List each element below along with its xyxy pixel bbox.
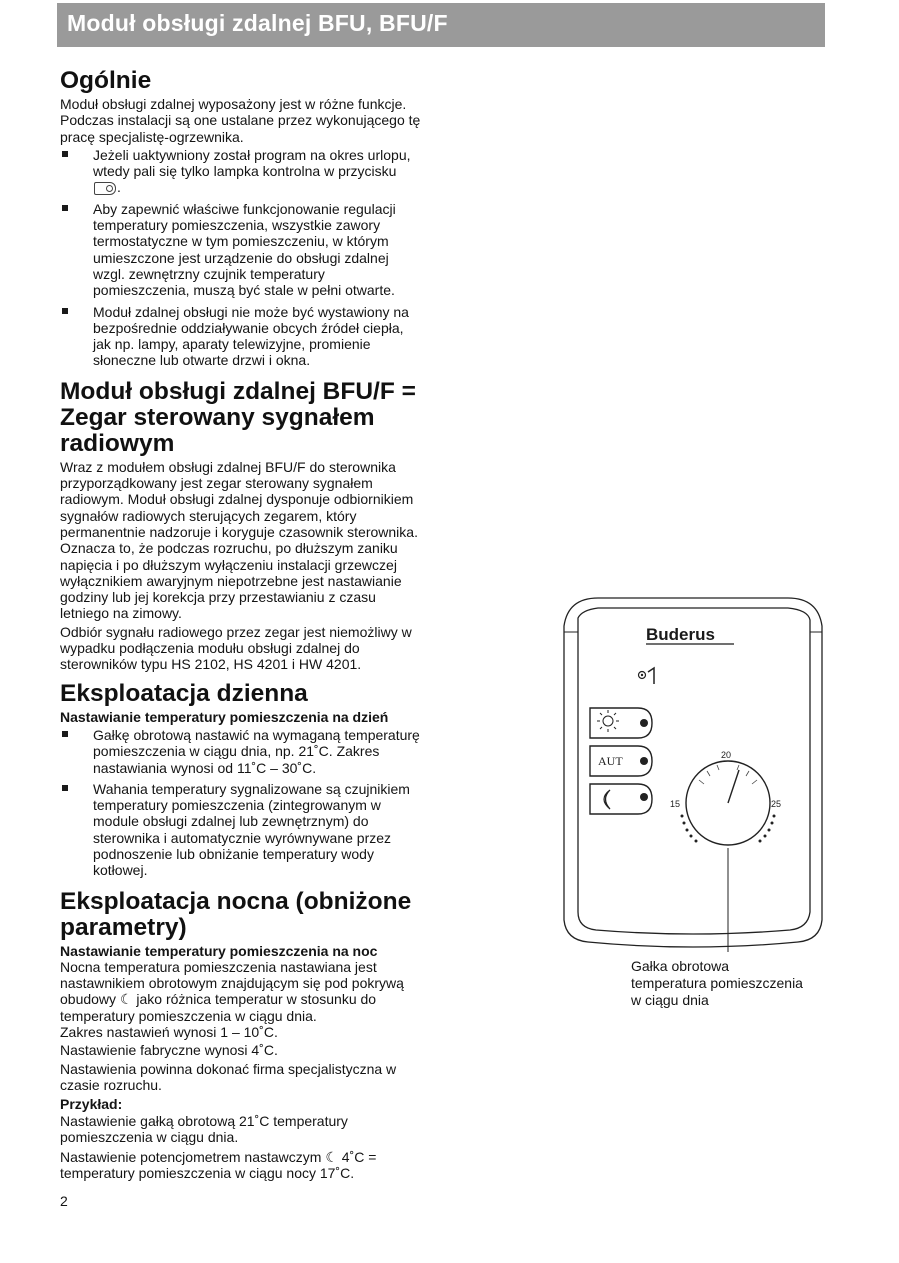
list-item-text: Gałkę obrotową nastawić na wymaganą temperaturę pomieszczenia w ciągu dnia, np. 21˚C. Zakres nastawiania wynosi od 11˚C – 30˚C.	[93, 726, 420, 776]
heading-general: Ogólnie	[60, 67, 152, 94]
page-number: 2	[60, 1193, 68, 1209]
general-bullet-list	[60, 147, 422, 369]
list-item-text: Aby zapewnić właściwe funkcjonowanie regulacji temperatury pomieszczenia, wszystkie zawory termostatyczne w tym pomieszczeniu, w którym umieszczone jest urządzenie do obsługi zdalnej wzgl. zewnętrzny czujnik temperatury pomieszczenia, muszą być stale w pełni otwarte.	[93, 200, 396, 299]
example-2-text-b: 4˚C = temperatury pomieszczenia w ciągu nocy 17˚C.	[60, 1149, 377, 1182]
list-item	[60, 781, 422, 879]
list-item-text: Jeżeli uaktywniony został program na okres urlopu, wtedy pali się tylko lampka kontrolna w przycisku	[93, 146, 411, 180]
example-label: Przykład:	[60, 1096, 123, 1113]
caption-line: Gałka obrotowa	[631, 958, 730, 974]
list-item	[60, 201, 422, 299]
bullet-icon	[62, 785, 68, 791]
dial-label-25: 25	[771, 799, 782, 809]
section-radio-clock	[60, 379, 422, 673]
dial-label-15: 15	[670, 799, 681, 809]
bullet-icon	[62, 731, 68, 737]
radio-paragraph-2: Odbiór sygnału radiowego przez zegar jest niemożliwy w wypadku podłączenia modułu obsługi zdalnej do sterowników typu HS 2102, HS 4201 i HW 4201.	[60, 623, 412, 673]
list-item	[60, 147, 422, 196]
subheading-night: Nastawianie temperatury pomieszczenia na noc	[60, 942, 378, 959]
bullet-icon	[62, 205, 68, 211]
aut-key-icon	[94, 182, 116, 195]
heading-radio-clock: Moduł obsługi zdalnej BFU/F = Zegar sterowany sygnałem radiowym	[60, 377, 416, 457]
caption-line: w ciągu dnia	[631, 992, 709, 1008]
night-note: Nastawienia powinna dokonać firma specjalistyczna w czasie rozruchu.	[60, 1060, 397, 1093]
moon-icon: ☾	[325, 1149, 338, 1166]
caption-line: temperatura pomieszczenia	[631, 975, 803, 991]
brand-label: Buderus	[646, 625, 715, 644]
section-general	[60, 68, 422, 369]
moon-icon: ☾	[119, 991, 133, 1008]
night-text-b: jako różnica temperatur w stosunku do temperatury pomieszczenia w ciągu dnia.	[60, 991, 377, 1024]
page-title: Moduł obsługi zdalnej BFU, BFU/F	[67, 10, 448, 36]
night-text-a: Nocna temperatura pomieszczenia nastawiana jest nastawnikiem obrotowym znajdującym się pod pokrywą obudowy	[60, 958, 404, 1008]
list-item-text: Moduł zdalnej obsługi nie może być wystawiony na bezpośrednie oddziaływanie obcych źródeł ciepła, jak np. lampy, aparaty telewizyjne, promienie słoneczne lub otwarte drzwi i okna.	[93, 303, 409, 369]
section-day-operation	[60, 681, 422, 879]
example-2-text-a: Nastawienie potencjometrem nastawczym	[60, 1149, 322, 1166]
temperature-dial[interactable]	[670, 750, 781, 845]
night-paragraph	[60, 959, 422, 1024]
subheading-day: Nastawianie temperatury pomieszczenia na dzień	[60, 708, 389, 725]
example-1: Nastawienie gałką obrotową 21˚C temperatury pomieszczenia w ciągu dnia.	[60, 1112, 348, 1145]
aut-button[interactable]	[590, 746, 652, 776]
aut-button-label: AUT	[598, 754, 623, 768]
device-caption	[631, 958, 803, 1009]
list-item-suffix: .	[117, 179, 121, 196]
dial-label-20: 20	[721, 750, 732, 760]
day-bullet-list	[60, 727, 422, 879]
bullet-icon	[62, 151, 68, 157]
heading-day-operation: Eksploatacja dzienna	[60, 679, 308, 707]
section-night-operation	[60, 889, 422, 1182]
radio-signal-icon	[639, 668, 655, 684]
night-factory: Nastawienie fabryczne wynosi 4˚C.	[60, 1042, 278, 1059]
day-mode-button[interactable]	[590, 708, 652, 738]
list-item	[60, 727, 422, 776]
header-bar	[57, 3, 825, 47]
night-mode-button[interactable]	[590, 784, 652, 814]
night-range: Zakres nastawień wynosi 1 – 10˚C.	[60, 1024, 278, 1041]
heading-night-operation: Eksploatacja nocna (obniżone parametry)	[60, 887, 412, 941]
general-intro: Moduł obsługi zdalnej wyposażony jest w różne funkcje. Podczas instalacji są one ustalane przez wykonującego tę pracę specjalistę-ogrzewnika.	[60, 96, 421, 145]
main-column	[60, 68, 422, 1182]
remote-control-illustration	[558, 590, 828, 965]
radio-paragraph-1: Wraz z modułem obsługi zdalnej BFU/F do sterownika przyporządkowany jest zegar sterowany sygnałem radiowym. Moduł obsługi zdalnej dysponuje odbiornikiem sygnałów radiowych sterujących zegarem, który permanentnie nadzoruje i koryguje czasownik sterownika. Oznacza to, że podczas rozruchu, po dłuższym zaniku napięcia i po dłuższym wyłączeniu instalacji grzewczej wyłącznikiem awaryjnym niepotrzebne jest nastawianie godziny lub jej korekcja przy przestawianiu z czasu letniego na zimowy.	[60, 458, 418, 622]
bullet-icon	[62, 308, 68, 314]
example-2	[60, 1149, 422, 1182]
list-item	[60, 304, 422, 369]
device-drawing	[558, 590, 828, 960]
list-item-text: Wahania temperatury sygnalizowane są czujnikiem temperatury pomieszczenia (zintegrowanym w module obsługi zdalnej lub zewnętrznym) do sterownika i automatycznie wyrównywane przez podnoszenie lub obniżanie temperatury wody kotłowej.	[93, 780, 410, 879]
